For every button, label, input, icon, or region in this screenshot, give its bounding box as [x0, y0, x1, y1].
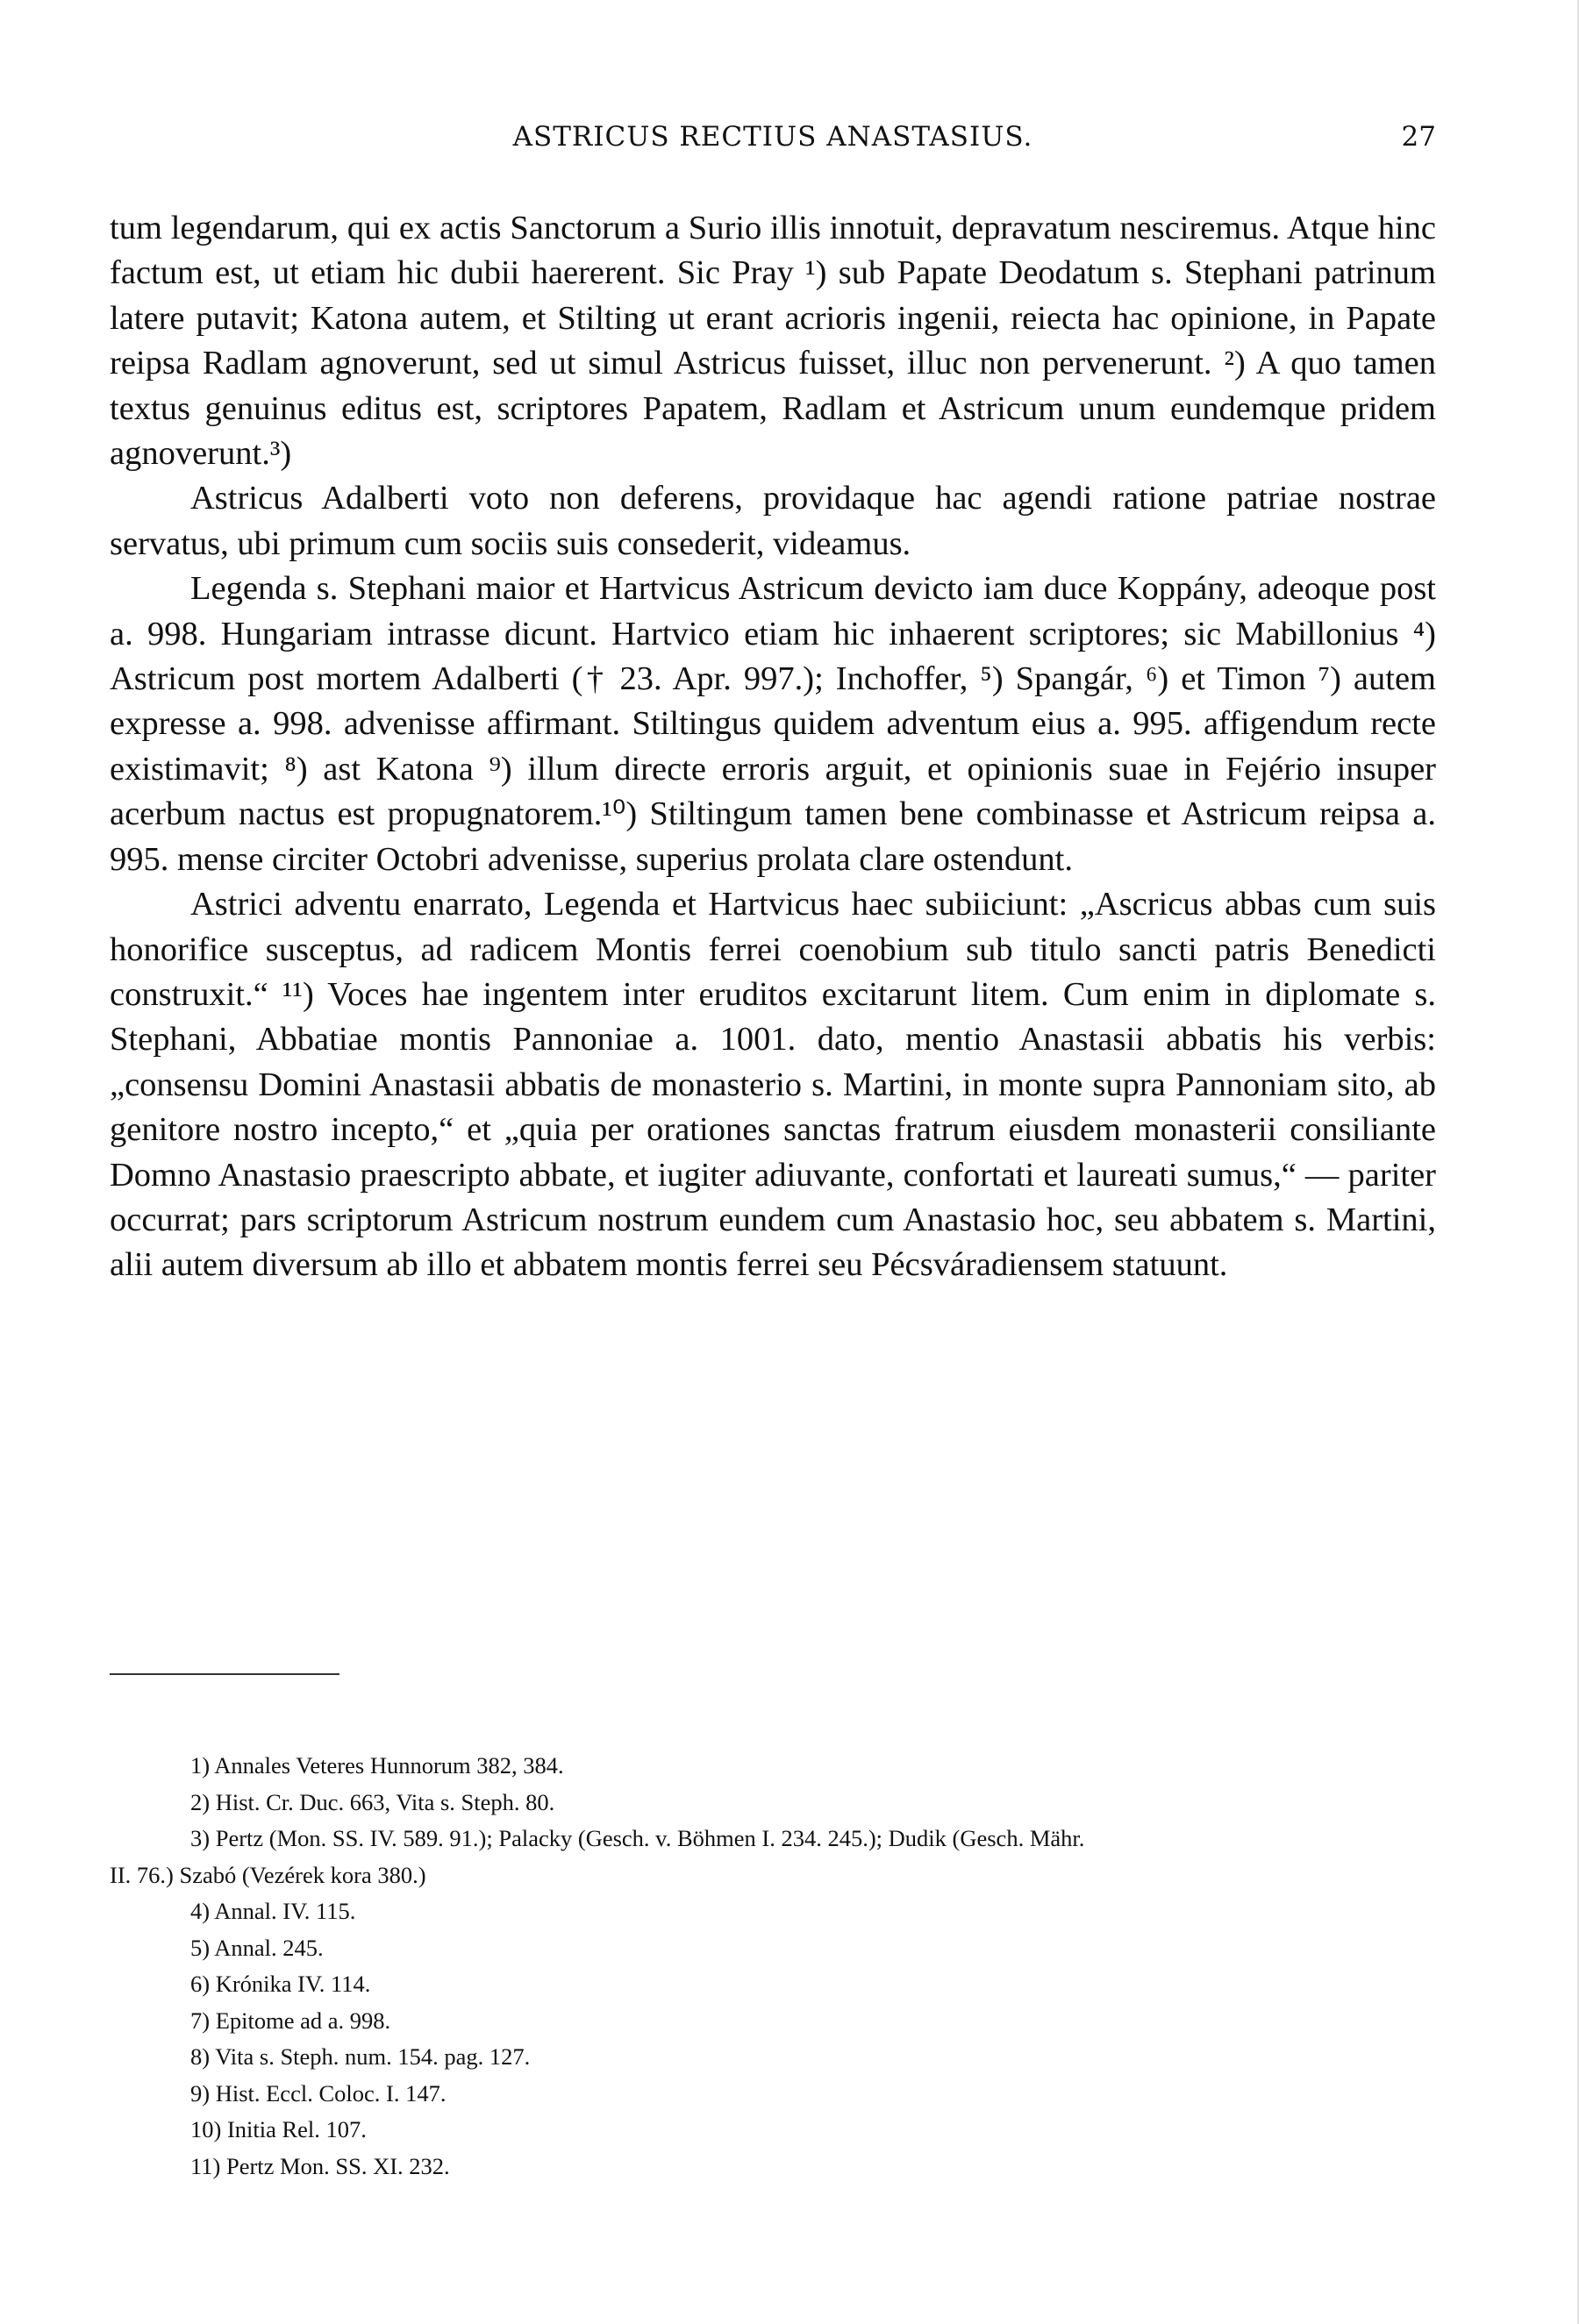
- footnote: 2) Hist. Cr. Duc. 663, Vita s. Steph. 80.: [190, 1788, 555, 1815]
- main-text: [110, 206, 1436, 1288]
- footnote: 3) Pertz (Mon. SS. IV. 589. 91.); Palacky (Gesch. v. Böhmen I. 234. 245.); Dudik (Gesch. Mähr.: [190, 1825, 1085, 1851]
- footnote: 8) Vita s. Steph. num. 154. pag. 127.: [190, 2043, 531, 2070]
- footnotes: [110, 1748, 1436, 2185]
- page-header: [110, 121, 1436, 165]
- paragraph: tum legendarum, qui ex actis Sanctorum a Surio illis innotuit, depravatum nesciremus. Atque hinc factum est, ut etiam hic dubii haererent. Sic Pray ¹) sub Papate Deodatum s. Stephani patrinum latere putavit; Katona autem, et Stilting ut erant acrioris ingenii, reiecta hac opinione, in Papate reipsa Radlam agnoverunt, sed ut simul Astricus fuisset, illuc non pervenerunt. ²) A quo tamen textus genuinus editus est, scriptores Papatem, Radlam et Astricum unum eundemque pridem agnoverunt.³): [110, 210, 1436, 473]
- running-title: ASTRICUS RECTIUS ANASTASIUS.: [512, 121, 1033, 153]
- footnote: 6) Krónika IV. 114.: [190, 1971, 371, 1997]
- paragraph: Legenda s. Stephani maior et Hartvicus Astricum devicto iam duce Koppány, adeoque post a. 998. Hungariam intrasse dicunt. Hartvico etiam hic inhaerent scriptores; sic Mabillonius ⁴) Astricum post mortem Adalberti († 23. Apr. 997.); Inchoffer, ⁵) Spangár, ⁶) et Timon ⁷) autem expresse a. 998. advenisse affirmant. Stiltingus quidem adventum eius a. 995. affigendum recte existimavit; ⁸) ast Katona ⁹) illum directe erroris arguit, et opinionis suae in Fejério insuper acerbum nactus est propugnatorem.¹⁰) Stiltingum tamen bene combinasse et Astricum reipsa a. 995. mense circiter Octobri advenisse, superius prolata clare ostendunt.: [110, 570, 1436, 878]
- footnote-separator: [110, 1673, 339, 1675]
- footnote: 5) Annal. 245.: [190, 1934, 324, 1961]
- page-number: 27: [1401, 121, 1436, 153]
- footnote-continuation: II. 76.) Szabó (Vezérek kora 380.): [110, 1861, 426, 1888]
- footnote: 10) Initia Rel. 107.: [190, 2116, 367, 2142]
- paragraph: Astrici adventu enarrato, Legenda et Hartvicus haec subiiciunt: „Ascricus abbas cum suis honorifice susceptus, ad radicem Montis ferrei coenobium sub titulo sancti patris Benedicti construxit.“ ¹¹) Voces hae ingentem inter eruditos excitarunt litem. Cum enim in diplomate s. Stephani, Abbatiae montis Pannoniae a. 1001. dato, mentio Anastasii abbatis his verbis: „consensu Domini Anastasii abbatis de monasterio s. Martini, in monte supra Pannoniam sito, ab genitore nostro incepto,“ et „quia per orationes sanctas fratrum eiusdem monasterii consiliante Domno Anastasio praescripto abbate, et iugiter adiuvante, confortati et laureati sumus,“ — pariter occurrat; pars scriptorum Astricum nostrum eundem cum Anastasio hoc, seu abbatem s. Martini, alii autem diversum ab illo et abbatem montis ferrei seu Pécsváradiensem statuunt.: [110, 886, 1436, 1284]
- footnote: 1) Annales Veteres Hunnorum 382, 384.: [190, 1752, 564, 1779]
- paragraph: Astricus Adalberti voto non deferens, providaque hac agendi ratione patriae nostrae servatus, ubi primum cum sociis suis consederit, videamus.: [110, 480, 1436, 562]
- footnote: 4) Annal. IV. 115.: [190, 1898, 356, 1924]
- footnote: 9) Hist. Eccl. Coloc. I. 147.: [190, 2079, 447, 2107]
- footnote: 7) Epitome ad a. 998.: [190, 2007, 391, 2034]
- footnote: 11) Pertz Mon. SS. XI. 232.: [190, 2152, 450, 2179]
